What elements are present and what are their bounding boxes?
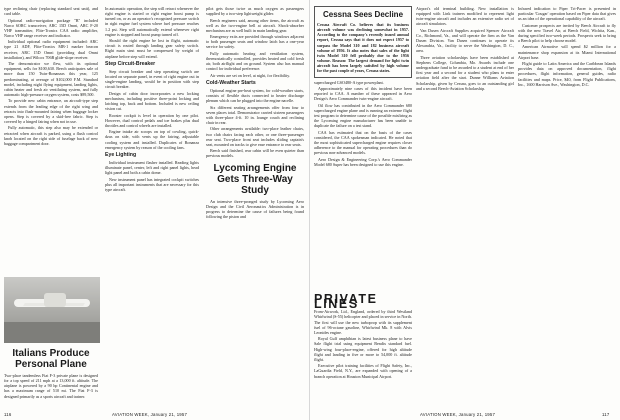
paragraph: Royal Gulf amphibian is latest business plane to have Sale flight trial using equipment Bendix standard fuel. High-wing four-place-engine, offered for high altitude flight and landing in five or more to 54,000 ft. altitude flight. (314, 336, 412, 362)
paragraph: Executive pilot training facilities of Flight Safety, Inc., LaGuardia Field, N.Y., are expanded with opening of a branch operation at Houston Municipal Airport. (314, 363, 412, 379)
paragraph: supercharged GSO480-A type powerplant. (314, 79, 384, 85)
paragraph: Aero Design & Engineering Corp.'s Aero Commander Model 680 Super has been designed to use this engine. (314, 156, 412, 167)
paragraph: To provide new cabin entrance, an aircraft-type step extends from the leading edge of the right wing and retracts into flush-mounted fairing when baggage locker opens. Step is covered by a skid-free fabric. Step is covered by a hinged fairing when not in use. (4, 98, 98, 125)
photo-ground (4, 322, 100, 343)
paragraph: Oil flow has contributed in the Aero Commander 680 supercharged engine plane and is running an extreme flight test program to determine cause of the possible misfiring as the Lycoming engine manufacturer has been unable to duplicate the failure on a test stand. (314, 102, 412, 129)
paragraph: Air vents are set on level, at night, for flexibility. (210, 72, 290, 78)
paragraph: An intensive three-pronged study by Lycoming Aero Design and the Civil Aeronautics Administration is in progress to determine the cause of failures being found following the piston and (206, 198, 304, 220)
right-running-footer: AVIATION WEEK, January 21, 1957 (420, 412, 496, 417)
paragraph: Customer prospects are invited by Beech Aircraft to fly with the new Travel Air, at Beech Field, Wichita, Kan., during specified two-week periods. Prospects seek to bring a Beech pilot to help choose model. (518, 22, 616, 44)
left-column-2 (105, 6, 199, 408)
paragraph: New instrument panel has integrated cockpit switches plus all important instruments that are necessary for this type aircraft. (105, 176, 199, 192)
paragraph: Emergency exits are provided through windows adjacent to both passenger seats and window latch has a one-year service for safety. (206, 34, 304, 50)
paragraph: Engine intake air scoops on top of cowling, quick-dzus on side, with vents up the fairing, adjustable cooling system and installed. Duplicates of Bonanza emergency system by reason of the cooling fans. (105, 129, 199, 150)
paragraph: Rooster cockpit is level in operation by one pilot. However, dual control pedals and toe brakes plus dual throttles and control wheels are installed. (105, 112, 199, 128)
paragraph: Approximately nine cases of this incident have been reported to CAA. A number of these appeared in Aero Design's Aero Commander twin-engine aircraft. (314, 86, 412, 102)
paragraph: The demonstrator we flew, with its optional equipment, sells for $100,630. Beech anticipates sale of more than 150 Twin-Bonanzas this year, 125 predominating, at average of $102,000 F.M. Standard model, including night flying equipment, landing lights, cabin heater and fresh air ventilating system, and fully automatic high-pressure oxygen system, costs $89,500. (4, 61, 98, 98)
photo-airplane-canopy (44, 293, 66, 307)
paragraph: Fully automatic heating and ventilation system, thermostatically controlled, provides heated and cold fresh air, both airflight and on ground. System also has manual control for individual preference. (206, 50, 304, 72)
paragraph: Six different seating arrangements offer from four to seven places total. Demonstrator carried sixteen passengers with three-place 4-ft. 10 in. lounge couch and reclining chair in rear. (206, 104, 304, 126)
private-lines-section (314, 290, 412, 414)
photo-caption (4, 344, 98, 414)
paragraph: Airport's old terminal building. New installation is equipped with Link trainers modified to represent light twin-engine aircraft and includes an extensive radio set of aircraft simulators. (416, 6, 514, 27)
left-page-folio: 116 (4, 412, 12, 417)
paragraph: Optional radio-navigation package "B" included Narco 6ORC transceiver, ARC 15D Omni, ARC F-20 VHF transmitter, Flite-Tronics CAA radio amplifier, Narco VHF range receiver and indicator. (4, 17, 98, 38)
paragraph: Optional engine pre-heat system, for cold-weather starts, consists of flexible ducts connected to heater discharge plenum which can be plugged into the engine nacelle. (206, 87, 304, 104)
paragraph: type reclining chair (replacing standard seat unit), and card table. (4, 6, 98, 17)
paragraph: Individual instrument flasher installed. Reading lights illuminate panel, center, left and right panel lights, head light panel and both a cabin dome. (105, 160, 199, 176)
subheading: Step Circuit-Breaker (105, 61, 156, 68)
paragraph: Other arrangements available: two-place leather chairs, two club chairs facing each other, or one three-passenger rear seat. Two-place front seat includes sliding captain's seat, mounted on tracks to give ease entrance to rear seats. (206, 126, 304, 147)
left-column-1 (4, 6, 98, 147)
paragraph: Individual optional radio equipment included: ARC type 21 ADF, Flite-Tronics MB-1 marker beacon receiver, ARC 15D Omni (providing dual Omni installation), and Wilcox 706B glide-slope receiver. (4, 39, 98, 60)
paragraph: Fully automatic, this step also may be extended or retracted when aircraft is parked, using a flush control knob located on the right side of fuselage back of new baggage compartment door. (4, 125, 98, 146)
paragraph: Should the right engine be lost in flight, automatic circuit is routed through landing gear safety switch. Right main strut must be compressed by weight of airplane before step will extend. (105, 38, 199, 59)
paragraph: American Airmotive will spend $2 million for a maintenance shop expansion at its Miami International Airport base. (518, 44, 616, 60)
right-column-2 (416, 6, 514, 408)
paragraph: CAA has estimated that on the basis of the cases considered, the CAA spokesman indicated. He noted that the most sophisticated supercharged engine requires closer adherence to the manual for operating procedures than do previous non-advanced models. (314, 129, 412, 156)
paragraph: From-Airwork, Ltd., England, ordered by third Westland Whirlwind (S-55) helicopter and placed in service in North. The first will use the new turboprop with its supplement fuel of 96-octane gasoline, Whirlwind Mk. 8 with Alvis Leonides engine. (314, 309, 412, 335)
paragraph: Design of cabin door incorporates a new locking mechanism, including positive three-point locking and latching top, back and bottom. Included is new ceiling vision cut. (105, 90, 199, 112)
paragraph: Infrared indication to Piper Tri-Pacer is presented in particular 'Cougar' operation based on Piper data that gives us an idea of the operational capability of the aircraft. (518, 6, 616, 22)
paragraph: pilot gets those twice as much oxygen as passengers supplied by a two-step lightweight glider. (206, 6, 304, 17)
cessna-box (314, 6, 412, 78)
cessna-box-text: Cessna Aircraft Co. believes that its business aircraft volume was declining somewhat in 1957. According to the company's recently issued annual report, Cessna says that it does not expect 1957 to surpass the Model 310 and 182 business aircraft volume of 1956. It also notes that sales of the light twin Model 310 fell probably due to the 1956 volume. Reason: The largest demand for light twin aircraft has been largely satisfied by high volume for the past couple of years, Cessna states. (317, 22, 409, 74)
paragraph: Flight guide to Latin America and the Caribbean Islands provides data on approved documentation, flight procedures, flight information, general guides, radio facilities and maps. Price, $40, from Flight Publications, Inc., 1600 Harrison Ave., Washington, D.C. (518, 61, 616, 87)
right-page (310, 0, 620, 420)
caption-headline: Italians Produce Personal Plane (12, 348, 90, 370)
left-running-footer: AVIATION WEEK, January 21, 1957 (112, 412, 188, 417)
paragraph: Van Dusen Aircraft Supplies acquired Spencer Aircraft Co., Richmond, Va., and will operate the firm as the Van Dusen Division. Van Dusen continues to operate its Alexandria, Va., facility to serve the Washington, D. C., area. (416, 27, 514, 54)
private-lines-heading: PRIVATE LINES (314, 292, 378, 312)
paragraph: In automatic operation, the step will retract whenever the right engine is started or right engine boost pump is turned on, or as an operator's recognized pressure switch in right engine fuel system where fuel pressure reaches 1.2 psi. Step will automatically extend whenever right engine is stopped and boost pump turned off. (105, 6, 199, 37)
paragraph: Three aviation scholarships have been established at Stephens College, Columbia, Mo. Awards include one undergraduate fund to be awarded to a student at end of her first year and a second for a student who plans to enter aviation field after the start. Dunne Williams Aviation Scholarship, given by Cessna, goes to an outstanding girl and a second Beech-Aviation Scholarship. (416, 54, 514, 91)
paragraph: Beech engineers said, among other items, the aircraft as well as the two-engine bell at aircraft. Shock-absorber mechanism are as well built in main landing gear. (206, 17, 304, 33)
paragraph: Step circuit breaker and step operating switch are located on separate panel, in event of right engine out in single-engine landing, would be in position with step circuit breaker. (105, 68, 199, 90)
left-column-3 (206, 6, 304, 408)
subheading: Cold-Weather Starts (206, 80, 256, 87)
fiat-airplane-photo (4, 277, 100, 343)
paragraph: Beech said finished, rear cabin will be even quieter than previous models. (206, 148, 304, 159)
cessna-headline: Cessna Sees Decline (322, 10, 404, 19)
subheading: Eye Lighting (105, 152, 137, 159)
caption-text: Two-place tandemless Fiat F-3 private plane is designed for a top speed of 211 mph at a 13,000 ft. altitude. The airplane is powered by a 90 hp Continental engine and has a maximum range of 510 mi. The Fiat F-3 is designed primarily as a sports aircraft and trainer. (4, 373, 98, 399)
right-column-3 (518, 6, 616, 408)
right-page-folio: 117 (602, 412, 610, 417)
lycoming-headline: Lycoming Engine Gets Three-Way Study (213, 162, 297, 196)
